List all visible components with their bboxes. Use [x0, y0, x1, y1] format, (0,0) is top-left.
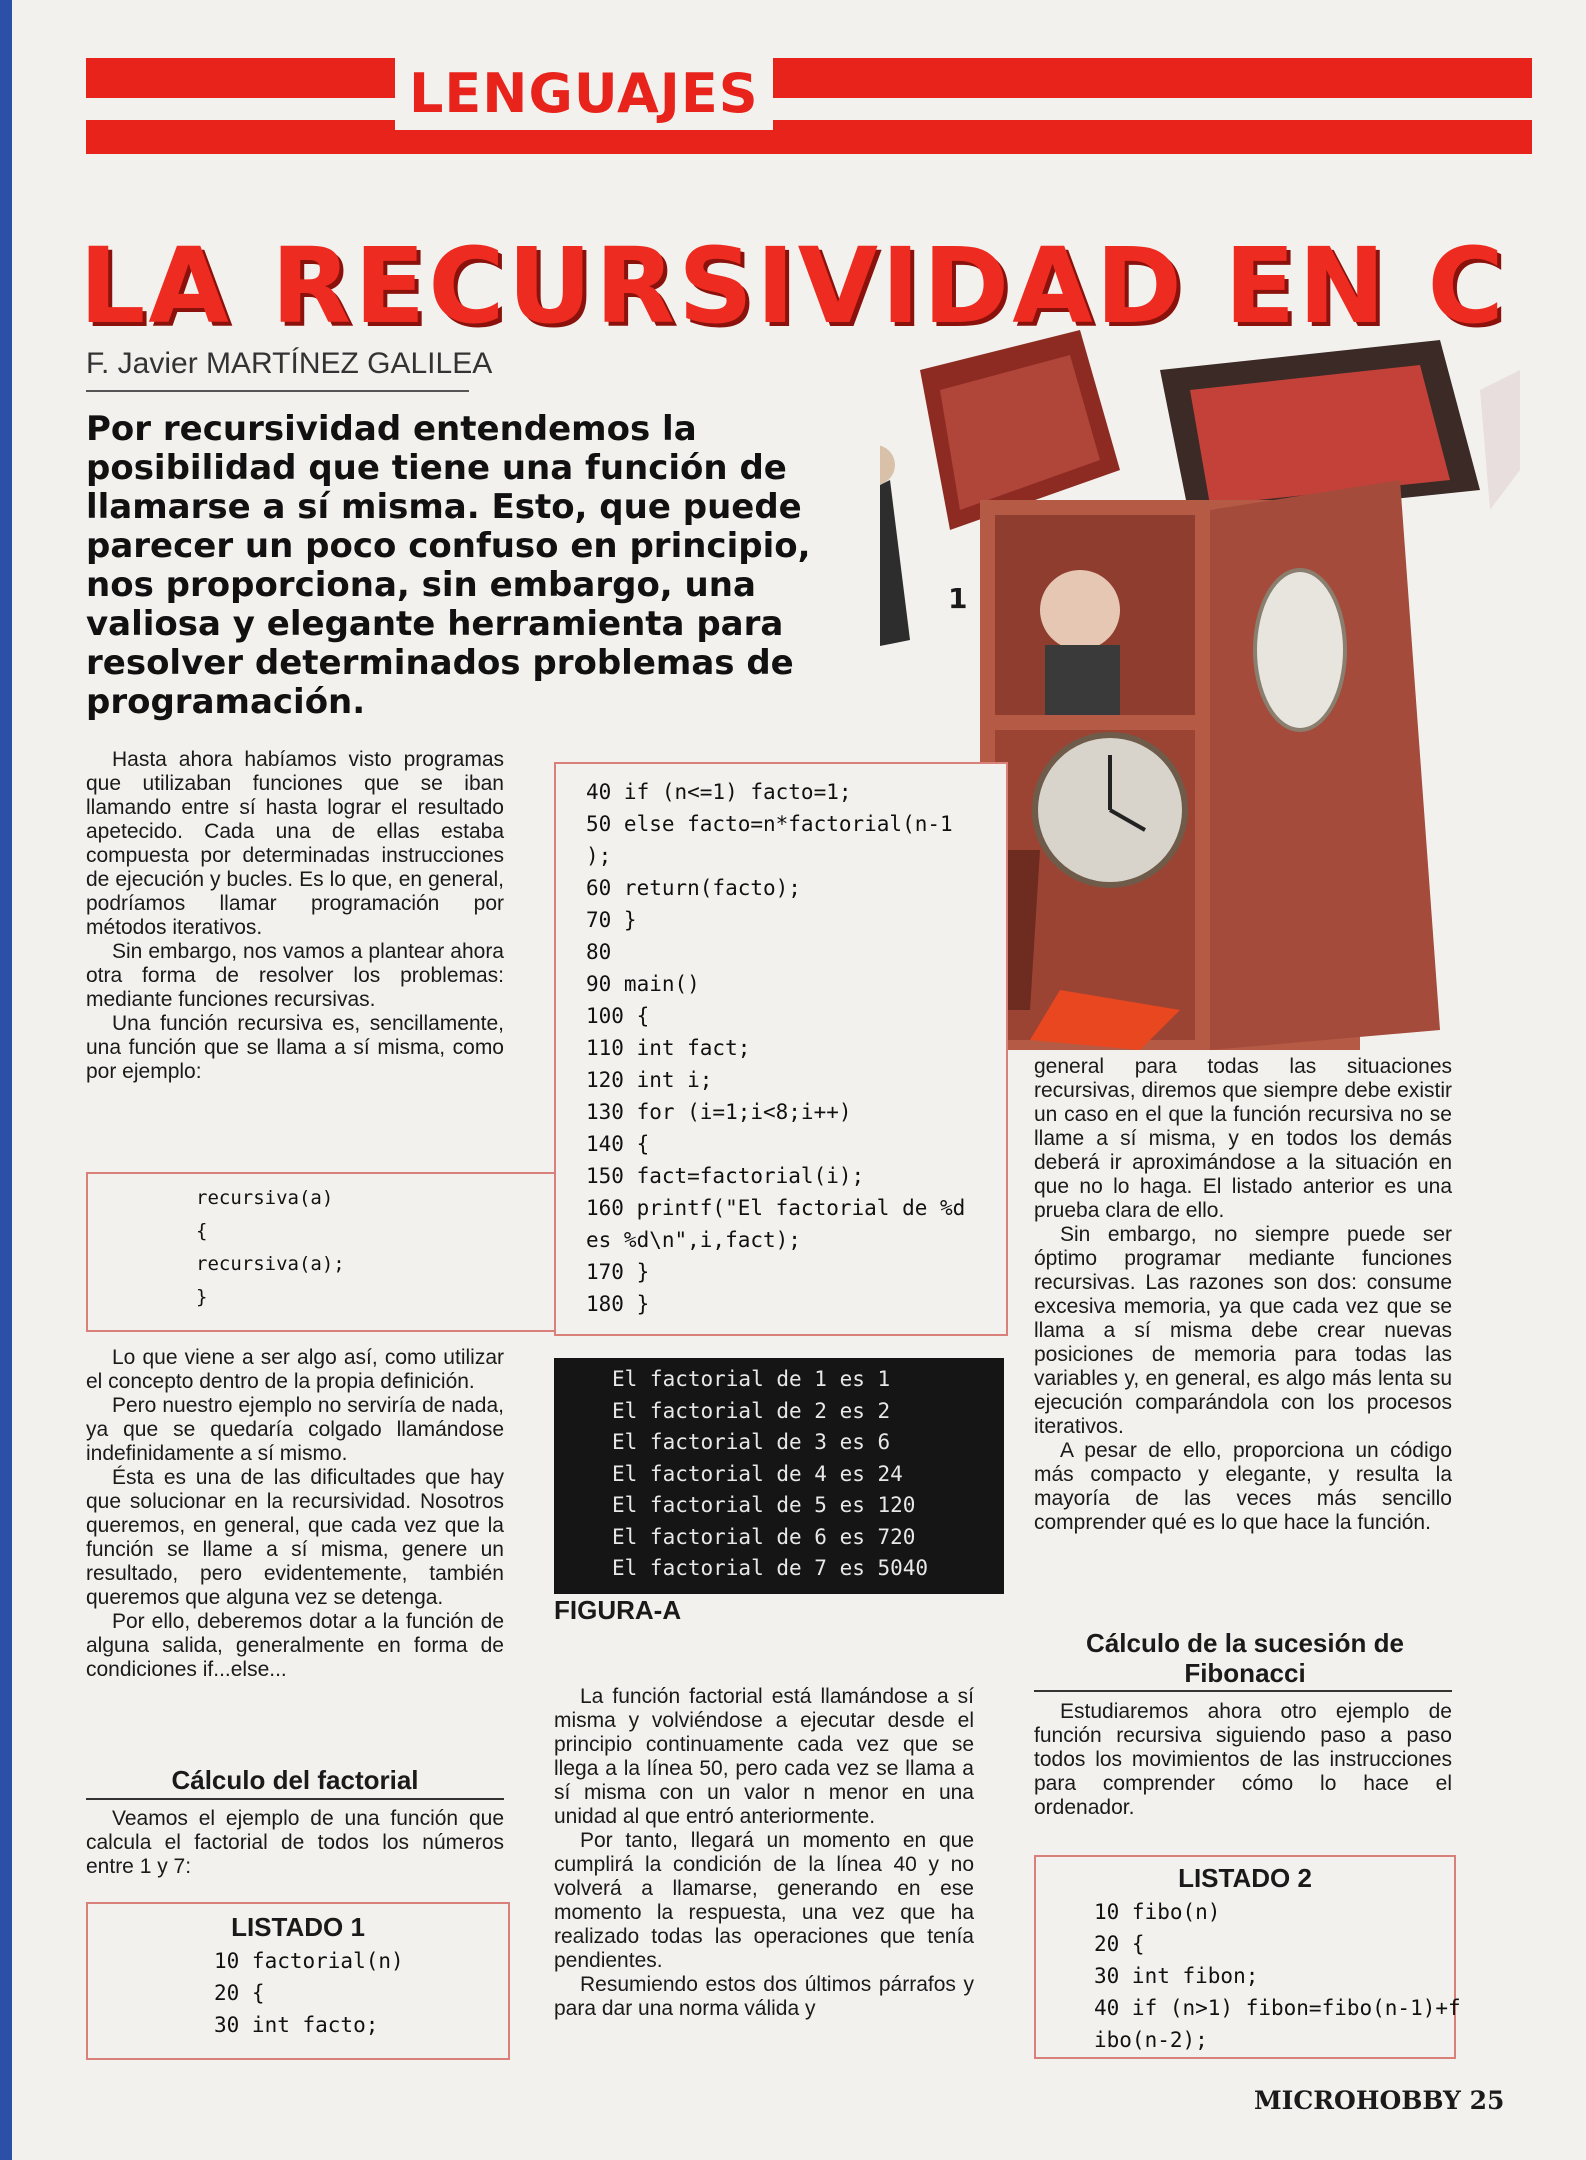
- listing-2-code: 10 fibo(n) 20 { 30 int fibon; 40 if (n>1) fibon=fibo(n-1)+f ibo(n-2);: [1094, 1900, 1461, 2052]
- col1-paragraph: Hasta ahora habíamos visto programas que utilizaban funciones que se iban llamando entre sí hasta lograr el resultado apetecido. Cada una de ellas estaba compuesta por determinadas instrucciones de ejecución y bucles. Es lo que, en general, podríamos llamar programación por métodos iterativos.: [86, 748, 504, 939]
- author-byline: F. Javier MARTÍNEZ GALILEA: [86, 347, 493, 380]
- column-2-text: [554, 1685, 974, 2021]
- col1-paragraph: Ésta es una de las dificultades que hay que solucionar en la recursividad. Nosotros queremos, en general, que cada vez que la función se llame a sí misma, genere un resultado, pero evidentemente, también queremos que alguna vez se detenga.: [86, 1466, 504, 1609]
- col1-paragraph: Veamos el ejemplo de una función que calcula el factorial de todos los números entre 1 y 7:: [86, 1807, 504, 1878]
- col1-paragraph: Por ello, deberemos dotar a la función de alguna salida, generalmente en forma de condiciones if...else...: [86, 1610, 504, 1681]
- column-1-top: [86, 748, 504, 1084]
- col2-paragraph: La función factorial está llamándose a sí misma y volviéndose a ejecutar desde el principio continuamente cada vez que se llega a la línea 50, pero cada vez se llama a sí misma con un valor n menor en una unidad al que entró anteriormente.: [554, 1685, 974, 1828]
- col3-paragraph: Sin embargo, no siempre puede ser óptimo programar mediante funciones recursivas. Las razones son dos: consume excesiva memoria, ya que cada vez que se llama a sí misma debe crear nuevas posiciones de memoria para todas las variables y, en general, es algo más lenta su ejecución comparándola con los procesos iterativos.: [1034, 1223, 1452, 1438]
- listing-1-continued: 40 if (n<=1) facto=1; 50 else facto=n*factorial(n-1 ); 60 return(facto); 70 } 80 90 main() 100 { 110 int fact; 120 int i; 130 for (i=1;i<8;i++) 140 { 150 fact=factorial(i); 160 printf("El factorial de %d es %d\n",i,fact); 170 } 180 }: [554, 762, 1008, 1336]
- factorial-subhead: Cálculo del factorial: [171, 1765, 419, 1795]
- illustration-waiter: [880, 480, 910, 650]
- section-label: LENGUAJES: [395, 58, 773, 130]
- article-title: LA RECURSIVIDAD EN C: [79, 225, 1507, 347]
- header-bar-top: [86, 58, 1532, 98]
- listing-2-box: [1034, 1855, 1461, 2059]
- subhead-rule: [86, 1798, 504, 1800]
- lead-paragraph: Por recursividad entendemos la posibilidad que tiene una función de llamarse a sí misma. Esto, que puede parecer un poco confuso en principio, nos proporciona, sin embargo, una valiosa y elegante herramienta para resolver determinados problemas de programación.: [86, 409, 811, 722]
- column-1-bottom: [86, 1807, 504, 1879]
- illustration-paper: [1480, 370, 1520, 510]
- col1-paragraph: Pero nuestro ejemplo no serviría de nada, ya que se quedaría colgado llamándose indefinidamente a sí mismo.: [86, 1394, 504, 1465]
- listing-2-title: LISTADO 2: [1178, 1863, 1312, 1893]
- col1-paragraph: Lo que viene a ser algo así, como utilizar el concepto dentro de la propia definición.: [86, 1346, 504, 1393]
- figure-label: FIGURA-A: [554, 1595, 682, 1625]
- illustration-box-side: [1210, 480, 1440, 1050]
- listing-1-title: LISTADO 1: [231, 1912, 365, 1942]
- col3-paragraph: general para todas las situaciones recursivas, diremos que siempre debe existir un caso en el que la función recursiva no se llame a sí misma, y en todos los demás deberá ir aproximándose a la situación en que no lo haga. El listado anterior es una prueba clara de ello.: [1034, 1055, 1452, 1222]
- col2-paragraph: Resumiendo estos dos últimos párrafos y para dar una norma válida y: [554, 1973, 974, 2020]
- listing-1-code: 10 factorial(n) 20 { 30 int facto;: [214, 1949, 404, 2037]
- column-3-top: [1034, 1055, 1452, 1535]
- author-underline: [86, 390, 469, 392]
- page-number: 25: [1469, 2086, 1505, 2115]
- fibonacci-subhead: Cálculo de la sucesión de Fibonacci: [1086, 1628, 1404, 1688]
- program-output-screen: El factorial de 1 es 1 El factorial de 2 es 2 El factorial de 3 es 6 El factorial de 4 es 24 El factorial de 5 es 120 El factorial de 6 es 720 El factorial de 7 es 5040: [554, 1358, 1004, 1594]
- column-3-bottom: [1034, 1700, 1452, 1820]
- illustration-waiter-head: [880, 445, 895, 485]
- col1-paragraph: Una función recursiva es, sencillamente, una función que se llama a sí misma, como por ejemplo:: [86, 1012, 504, 1083]
- magazine-name: MICROHOBBY: [1254, 2086, 1461, 2115]
- subhead-rule: [1034, 1690, 1452, 1692]
- col3-paragraph: A pesar de ello, proporciona un código más compacto y elegante, y resulta la mayoría de las veces más sencillo comprender qué es lo que hace la función.: [1034, 1439, 1452, 1534]
- illustration-face: [1040, 570, 1120, 650]
- illustration-tuba: [1255, 570, 1345, 730]
- recursion-example-box: recursiva(a) { recursiva(a); }: [86, 1172, 580, 1332]
- column-1-middle: [86, 1346, 504, 1682]
- illustration-body: [1045, 645, 1120, 715]
- col3-paragraph: Estudiaremos ahora otro ejemplo de función recursiva siguiendo paso a paso todos los movimientos de las instrucciones para comprender cómo lo hace el ordenador.: [1034, 1700, 1452, 1819]
- footer: [1254, 2086, 1504, 2115]
- col2-paragraph: Por tanto, llegará un momento en que cumplirá la condición de la línea 40 y no volverá a llamarse, generando en ese momento la respuesta, una vez que ha realizado todas las operaciones que tenía pendientes.: [554, 1829, 974, 1972]
- header-bar-bottom: [86, 120, 1532, 154]
- illustration-screen-glow: [1190, 365, 1450, 505]
- listing-1-box: [86, 1902, 510, 2060]
- col1-paragraph: Sin embargo, nos vamos a plantear ahora otra forma de resolver los problemas: mediante funciones recursivas.: [86, 940, 504, 1011]
- illustration-label: 1: [948, 582, 968, 615]
